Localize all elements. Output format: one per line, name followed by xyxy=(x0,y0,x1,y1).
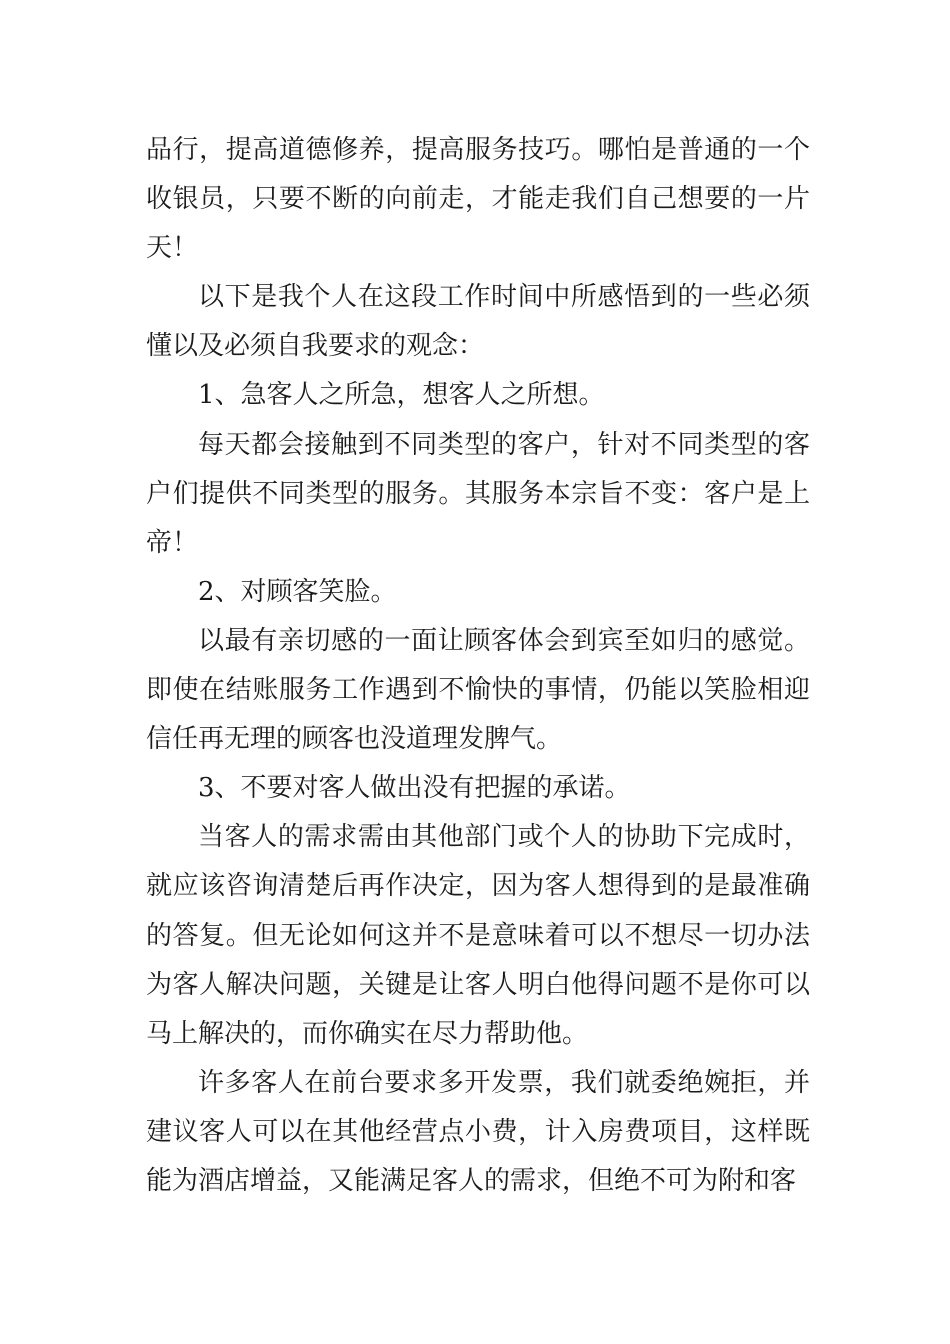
paragraph-continuation: 品行，提高道德修养，提高服务技巧。哪怕是普通的一个收银员，只要不断的向前走，才能走我们自己想要的一片天！ xyxy=(146,135,810,264)
heading-point-1: 1、急客人之所急，想客人之所想。 xyxy=(198,380,605,411)
paragraph-point-2: 以最有亲切感的一面让顾客体会到宾至如归的感觉。即使在结账服务工作遇到不愉快的事情，仍能以笑脸相迎信任再无理的顾客也没道理发脾气。 xyxy=(146,625,810,755)
paragraph-point-3: 当客人的需求需由其他部门或个人的协助下完成时，就应该咨询清楚后再作决定，因为客人想得到的是最准确的答复。但无论如何这并不是意味着可以不想尽一切办法为客人解决问题，关键是让客人明白他得问题不是你可以马上解决的，而你确实在尽力帮助他。 xyxy=(146,822,810,1049)
paragraph-intro: 以下是我个人在这段工作时间中所感悟到的一些必须懂以及必须自我要求的观念： xyxy=(146,282,810,362)
heading-point-3: 3、不要对客人做出没有把握的承诺。 xyxy=(198,773,631,804)
document-body xyxy=(146,126,810,1206)
paragraph-invoice: 许多客人在前台要求多开发票，我们就委绝婉拒，并建议客人可以在其他经营点小费，计入房费项目，这样既能为酒店增益，又能满足客人的需求，但绝不可为附和客 xyxy=(146,1067,810,1196)
paragraph-point-1: 每天都会接触到不同类型的客户，针对不同类型的客户们提供不同类型的服务。其服务本宗旨不变：客户是上帝！ xyxy=(146,429,810,558)
heading-point-2: 2、对顾客笑脸。 xyxy=(198,576,397,607)
